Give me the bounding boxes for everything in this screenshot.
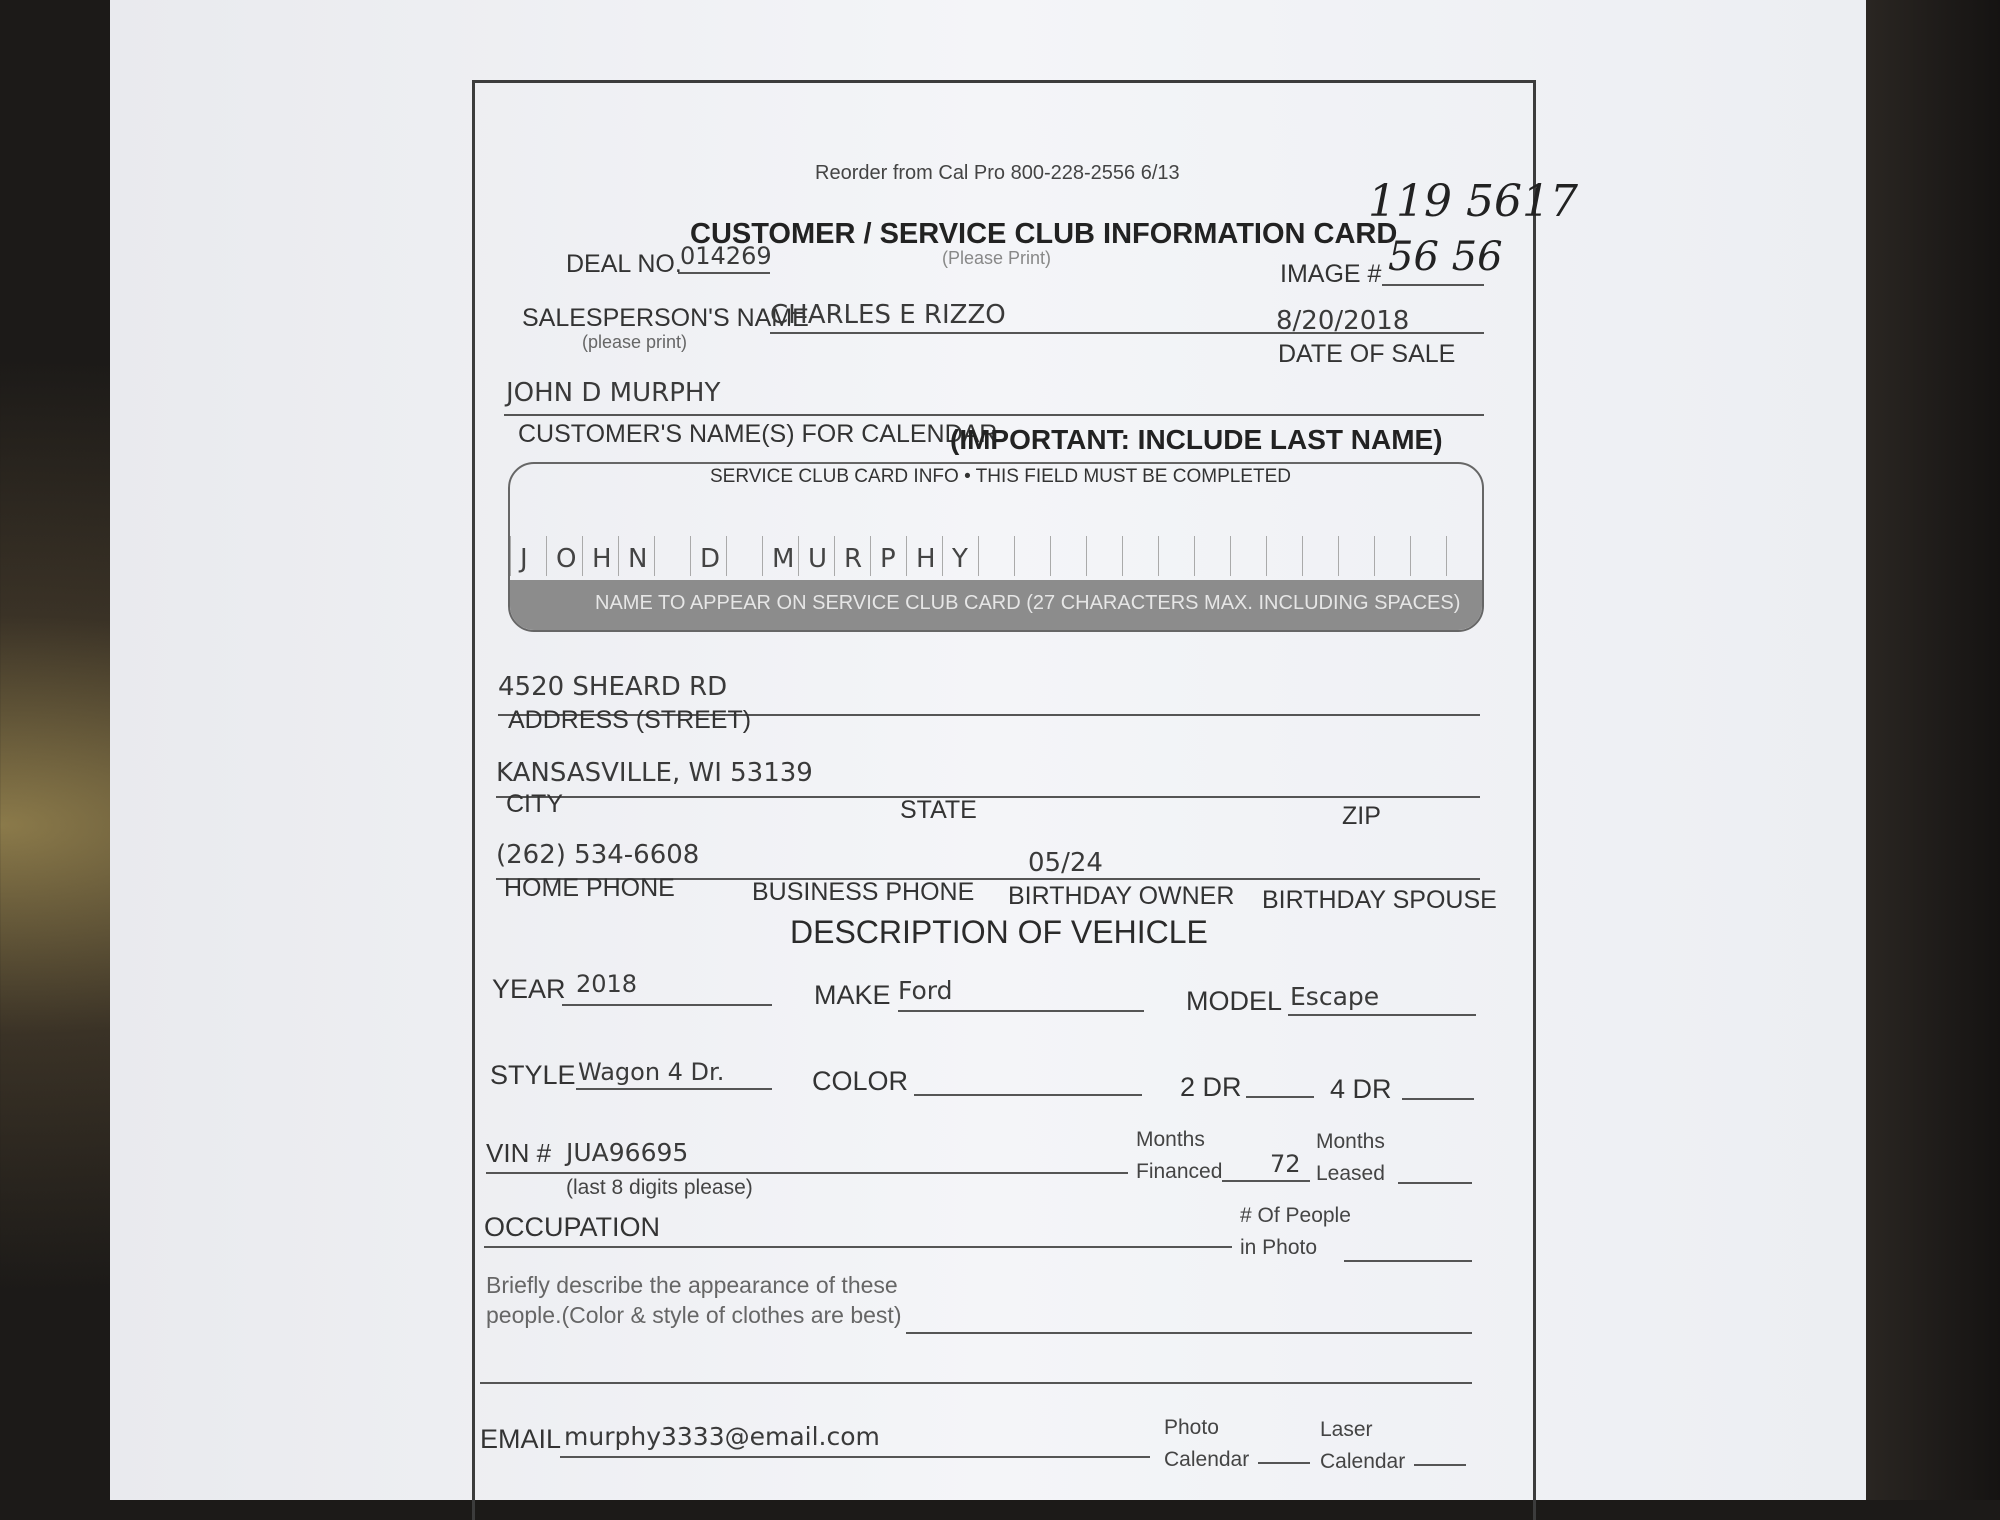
please-print-note: (Please Print) (942, 248, 1052, 268)
salesperson-label: SALESPERSON'S NAME (522, 304, 809, 332)
business-phone-label: BUSINESS PHONE (752, 878, 975, 906)
state-label: STATE (900, 796, 977, 824)
card-char-divider (1230, 536, 1231, 576)
occupation-line (484, 1246, 1232, 1248)
vin-value: JUA96695 (566, 1138, 689, 1167)
birthday-owner-value: 05/24 (1028, 848, 1103, 878)
style-label: STYLE (490, 1060, 576, 1090)
card-char: N (628, 544, 648, 574)
card-char: O (556, 544, 577, 574)
describe-line-2: people.(Color & style of clothes are best) (486, 1302, 902, 1328)
card-char-divider (978, 536, 979, 576)
describe-line-1: Briefly describe the appearance of these (486, 1272, 898, 1298)
zip-label: ZIP (1342, 802, 1381, 830)
card-char-divider (1482, 536, 1483, 576)
email-label: EMAIL (480, 1424, 562, 1454)
email-line (560, 1456, 1150, 1458)
important-note: (IMPORTANT: INCLUDE LAST NAME) (950, 424, 1443, 455)
background-shadow (1866, 0, 2000, 1500)
card-char-divider (1158, 536, 1159, 576)
card-char-divider (1122, 536, 1123, 576)
card-char-divider (726, 536, 727, 576)
card-char-divider (546, 536, 547, 576)
card-char: Y (952, 544, 968, 574)
card-char: J (520, 544, 528, 574)
style-line (576, 1088, 772, 1090)
model-label: MODEL (1186, 986, 1283, 1016)
months-leased-line (1398, 1182, 1472, 1184)
four-door-label: 4 DR (1330, 1074, 1392, 1104)
people-in-photo-label-2: in Photo (1240, 1236, 1318, 1259)
year-value: 2018 (576, 970, 638, 998)
vin-note: (last 8 digits please) (566, 1176, 753, 1199)
salesperson-line (770, 332, 1484, 334)
birthday-owner-label: BIRTHDAY OWNER (1008, 882, 1235, 910)
deal-no-label: DEAL NO. (566, 250, 682, 278)
months-leased-label-1: Months (1316, 1130, 1385, 1153)
address-value: 4520 SHEARD RD (498, 672, 728, 702)
image-no-label: IMAGE # (1280, 260, 1382, 288)
people-in-photo-line (1344, 1260, 1472, 1262)
card-char-divider (690, 536, 691, 576)
card-char: U (808, 544, 828, 574)
form-title: CUSTOMER / SERVICE CLUB INFORMATION CARD (690, 218, 1398, 250)
describe-line-a (906, 1332, 1472, 1334)
photo-calendar-label-1: Photo (1164, 1416, 1219, 1439)
year-line (562, 1004, 772, 1006)
card-char-divider (1014, 536, 1015, 576)
card-char-divider (798, 536, 799, 576)
card-char-divider (618, 536, 619, 576)
birthday-spouse-label: BIRTHDAY SPOUSE (1262, 886, 1497, 914)
vin-line (486, 1172, 1128, 1174)
vin-label: VIN # (486, 1138, 552, 1168)
city-value: KANSASVILLE, WI 53139 (496, 758, 813, 788)
card-char: D (700, 544, 721, 574)
image-no-value: 56 56 (1388, 234, 1503, 280)
reorder-note: Reorder from Cal Pro 800-228-2556 6/13 (815, 162, 1180, 184)
salesperson-value: CHARLES E RIZZO (770, 300, 1006, 330)
card-char: H (916, 544, 936, 574)
home-phone-label: HOME PHONE (504, 874, 675, 902)
card-char-divider (1446, 536, 1447, 576)
model-value: Escape (1290, 982, 1380, 1011)
people-in-photo-label-1: # Of People (1240, 1204, 1351, 1227)
card-char-divider (762, 536, 763, 576)
months-leased-label-2: Leased (1316, 1162, 1385, 1185)
card-char: P (880, 544, 896, 574)
months-financed-label-2: Financed (1136, 1160, 1223, 1183)
address-label: ADDRESS (STREET) (508, 706, 752, 734)
card-char: R (844, 544, 863, 574)
vehicle-heading: DESCRIPTION OF VEHICLE (790, 914, 1208, 950)
two-door-line (1246, 1096, 1314, 1098)
date-of-sale-label: DATE OF SALE (1278, 340, 1456, 368)
occupation-label: OCCUPATION (484, 1212, 661, 1242)
customer-name-line (504, 414, 1484, 416)
months-financed-line (1222, 1180, 1310, 1182)
card-char-divider (942, 536, 943, 576)
make-label: MAKE (814, 980, 891, 1010)
card-char: H (592, 544, 612, 574)
image-no-line (1382, 284, 1484, 286)
card-char-divider (1266, 536, 1267, 576)
laser-calendar-label-1: Laser (1320, 1418, 1373, 1441)
handwritten-id: 119 5617 (1368, 176, 1578, 227)
make-value: Ford (898, 976, 953, 1005)
months-financed-label-1: Months (1136, 1128, 1205, 1151)
card-char-divider (834, 536, 835, 576)
photo-calendar-label-2: Calendar (1164, 1448, 1250, 1471)
deal-no-line (678, 272, 770, 274)
laser-calendar-label-2: Calendar (1320, 1450, 1406, 1473)
four-door-line (1402, 1098, 1474, 1100)
model-line (1288, 1014, 1476, 1016)
color-label: COLOR (812, 1066, 909, 1096)
card-char-divider (870, 536, 871, 576)
date-of-sale-value: 8/20/2018 (1276, 306, 1410, 336)
card-char-divider (1374, 536, 1375, 576)
color-line (914, 1094, 1142, 1096)
card-box-footer: NAME TO APPEAR ON SERVICE CLUB CARD (27 CHARACTERS MAX. INCLUDING SPACES) (595, 592, 1461, 614)
card-char-divider (582, 536, 583, 576)
card-box-footer-band (510, 580, 1482, 630)
customer-name-label: CUSTOMER'S NAME(S) FOR CALENDAR (518, 420, 998, 448)
card-char-divider (906, 536, 907, 576)
make-line (898, 1010, 1144, 1012)
year-label: YEAR (492, 974, 566, 1004)
card-char-divider (1338, 536, 1339, 576)
two-door-label: 2 DR (1180, 1072, 1242, 1102)
card-char-divider (1302, 536, 1303, 576)
city-label: CITY (506, 790, 563, 818)
card-char-divider (1410, 536, 1411, 576)
card-char-divider (654, 536, 655, 576)
months-financed-value: 72 (1270, 1150, 1301, 1178)
salesperson-sub: (please print) (582, 332, 688, 352)
card-box-header: SERVICE CLUB CARD INFO • THIS FIELD MUST BE COMPLETED (710, 466, 1291, 487)
style-value: Wagon 4 Dr. (578, 1058, 725, 1086)
service-club-card-box (508, 462, 1484, 632)
photo-calendar-line (1258, 1462, 1310, 1464)
laser-calendar-line (1414, 1464, 1466, 1466)
deal-no-value: 014269 (680, 242, 772, 270)
card-char-divider (1194, 536, 1195, 576)
describe-line-b (480, 1382, 1472, 1384)
city-line (496, 796, 1480, 798)
card-char-divider (510, 536, 511, 576)
home-phone-value: (262) 534-6608 (496, 840, 700, 870)
card-char: M (772, 544, 795, 574)
card-char-divider (1050, 536, 1051, 576)
email-value: murphy3333@email.com (564, 1422, 880, 1451)
card-char-divider (1086, 536, 1087, 576)
customer-name-value: JOHN D MURPHY (506, 378, 721, 408)
